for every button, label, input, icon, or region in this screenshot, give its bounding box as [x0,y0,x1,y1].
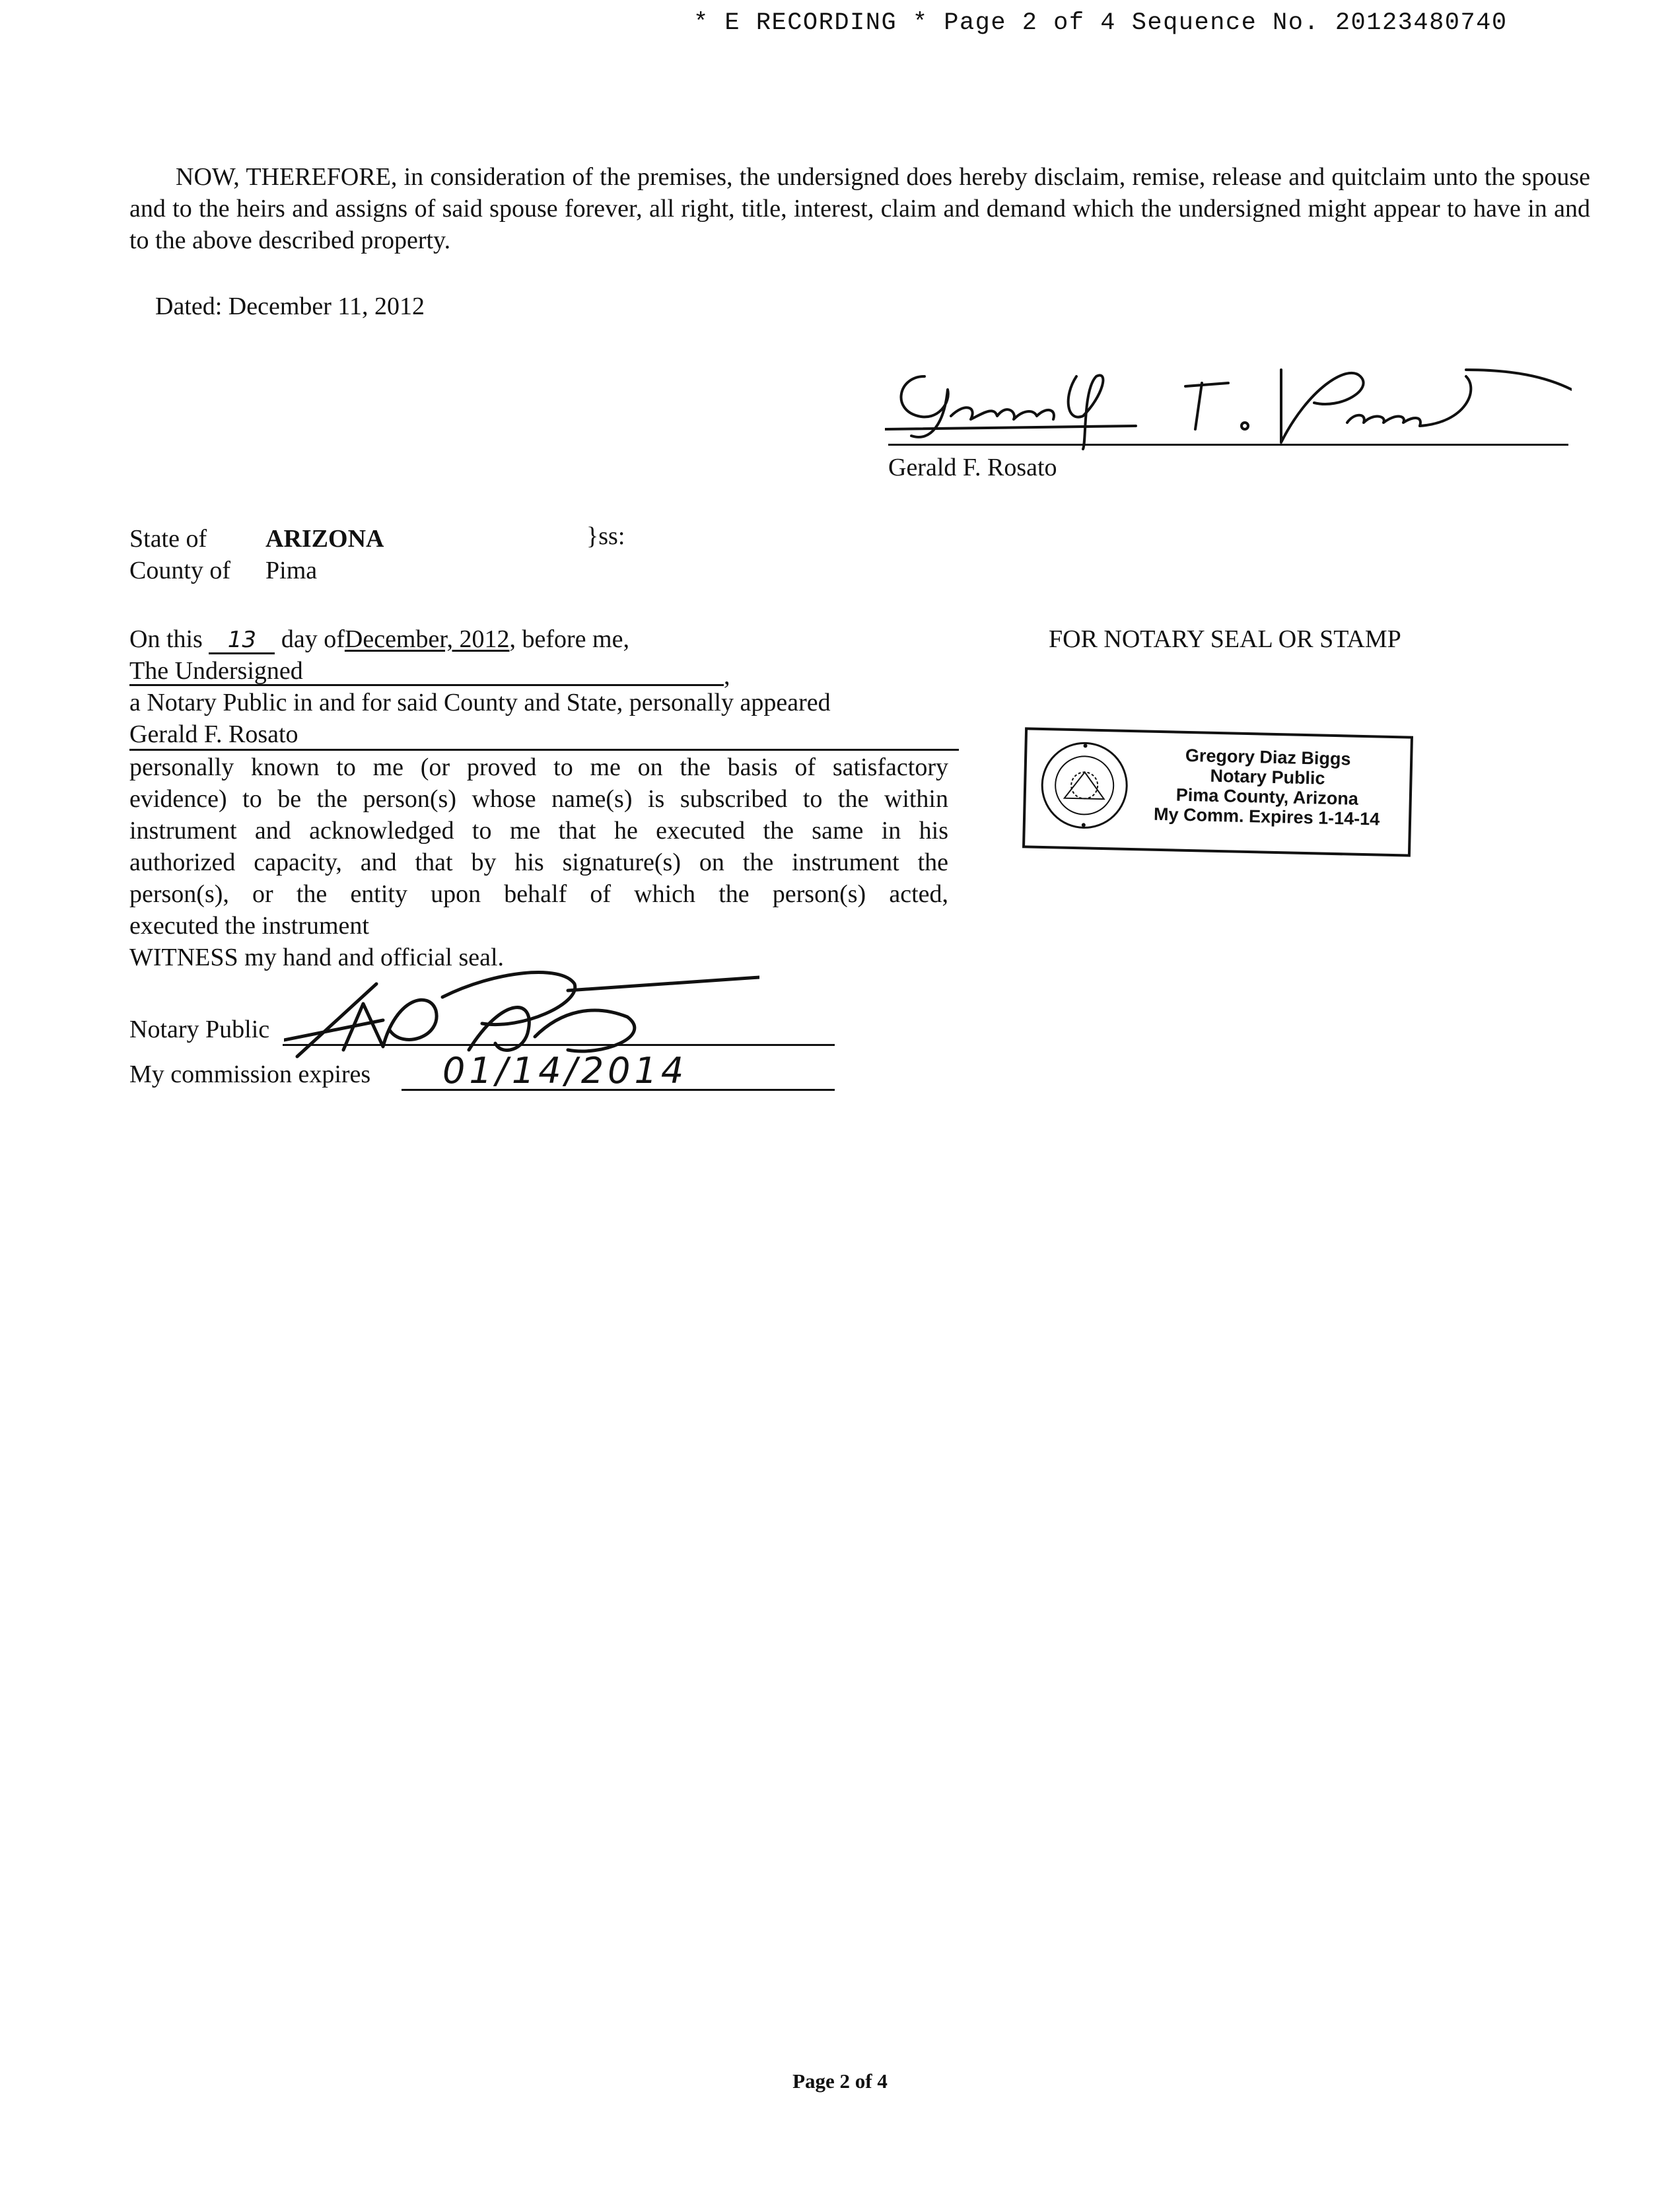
commission-label: My commission expires [129,1060,371,1088]
county-value: Pima [265,557,318,584]
ack-last-line: executed the instrument [129,912,369,940]
ack-line-5: person(s), or the entity upon behalf of which the person(s) acted, [129,880,948,908]
commission-date-handwritten: 01/14/2014 [442,1050,688,1092]
dated-label: Dated: [155,293,223,320]
notary-stamp [1022,727,1413,856]
officer-comma: , [724,662,730,690]
stamp-text-block [1128,744,1407,829]
ack-line-2: evidence) to be the person(s) whose name(s) is subscribed to the within [129,785,948,813]
recording-header: * E RECORDING * Page 2 of 4 Sequence No. 20123480740 [693,9,1508,37]
dated-line [155,291,425,322]
officer-underline [129,684,724,686]
stamp-title: Notary Public [1210,765,1325,788]
stamp-expiration: My Comm. Expires 1-14-14 [1153,804,1380,829]
page-footer: Page 2 of 4 [792,2069,888,2093]
quitclaim-paragraph [129,161,1590,256]
county-label: County of [129,557,231,584]
signer-name: Gerald F. Rosato [888,454,1057,481]
state-label: State of [129,525,207,553]
stamp-notary-name: Gregory Diaz Biggs [1185,745,1351,769]
notary-county-line: a Notary Public in and for said County and State, personally appeared [129,689,831,716]
month-year: December, 2012 [344,625,510,653]
state-seal-icon [1037,738,1132,833]
day-of-label: day of [281,625,345,653]
on-this-label: On this [129,625,203,653]
notary-public-label: Notary Public [129,1016,270,1043]
officer-name: The Undersigned [129,657,303,685]
seal-heading: FOR NOTARY SEAL OR STAMP [1049,625,1401,653]
ss-mark: }ss: [586,522,625,550]
state-value: ARIZONA [265,525,384,553]
before-me-label: , before me, [509,625,629,653]
paragraph-text: NOW, THEREFORE, in consideration of the premises, the undersigned does hereby disclaim, remise, release and quitclaim unto the spouse and to the heirs and assigns of said spouse forever, all right, title, interest, claim and demand which the undersigned might appear to have in and to the above described property. [129,163,1590,254]
ack-line-4: authorized capacity, and that by his signature(s) on the instrument the [129,849,948,876]
appeared-name: Gerald F. Rosato [129,720,298,748]
dated-value: December 11, 2012 [228,293,425,320]
on-this-line [129,623,629,655]
signature-line [888,444,1568,446]
stamp-county: Pima County, Arizona [1175,784,1359,809]
ack-line-3: instrument and acknowledged to me that he executed the same in his [129,817,948,845]
ack-line-1: personally known to me (or proved to me on the basis of satisfactory [129,753,948,781]
appeared-underline [129,749,959,751]
day-handwritten: 13 [209,627,275,654]
witness-line: WITNESS my hand and official seal. [129,944,505,971]
